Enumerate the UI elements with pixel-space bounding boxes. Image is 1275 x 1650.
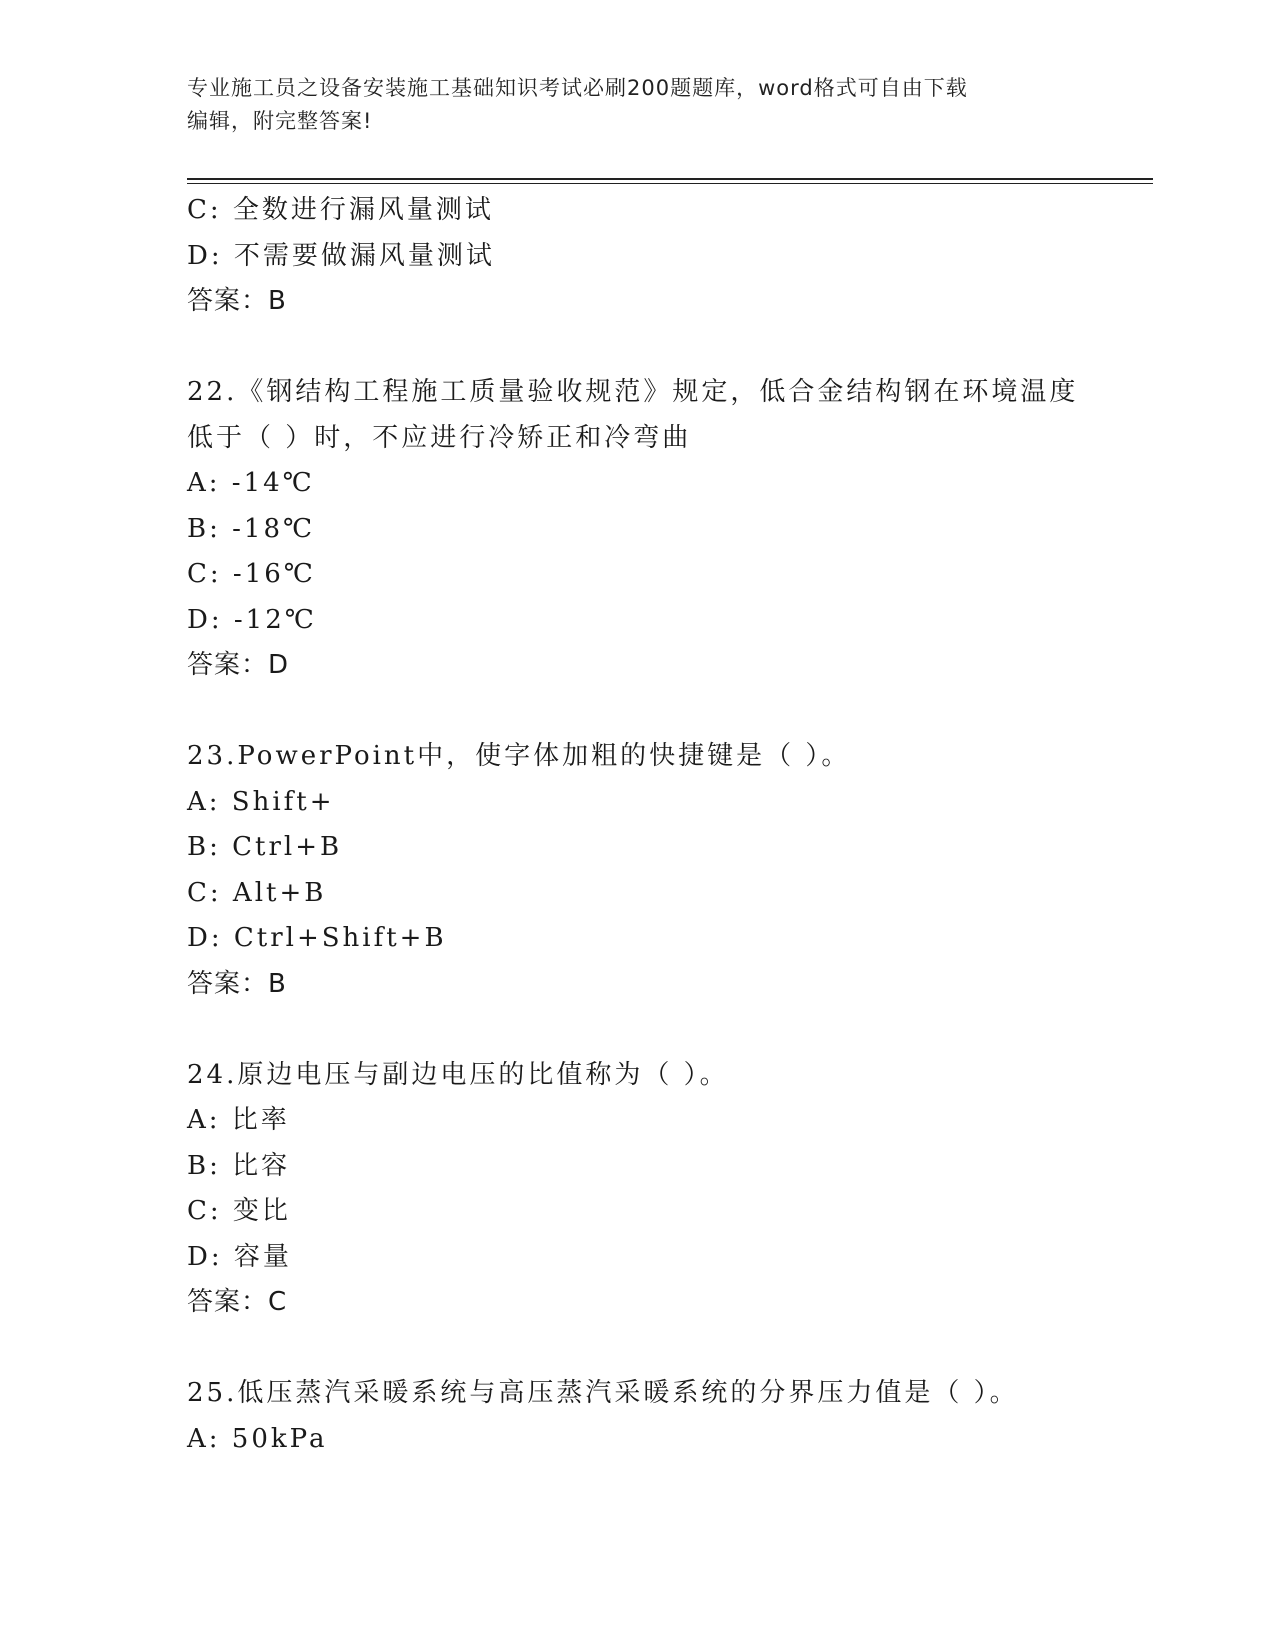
option-c: C: 变比 <box>187 1196 291 1226</box>
question-22 <box>187 370 1087 689</box>
document-header <box>187 72 1067 138</box>
question-21-continued <box>187 188 1087 325</box>
question-list <box>187 188 1087 1462</box>
question-stem: 23.PowerPoint中，使字体加粗的快捷键是（ ）。 <box>187 741 851 771</box>
option-d: D: 容量 <box>187 1241 292 1272</box>
question-stem-cont: 低于（ ）时，不应进行冷矫正和冷弯曲 <box>187 422 692 453</box>
header-line-2: 编辑，附完整答案! <box>187 109 373 133</box>
header-rule-thin <box>187 183 1153 184</box>
question-stem: 22.《钢结构工程施工质量验收规范》规定，低合金结构钢在环境温度 <box>187 377 1079 407</box>
question-25 <box>187 1371 1087 1462</box>
question-stem: 24.原边电压与副边电压的比值称为（ ）。 <box>187 1059 729 1090</box>
spacer <box>187 325 1087 371</box>
option-b: B: -18℃ <box>187 513 316 544</box>
option-d: D: -12℃ <box>187 604 317 635</box>
option-a: A: -14℃ <box>187 468 315 498</box>
answer: 答案：D <box>187 650 290 680</box>
option-b: B: 比容 <box>187 1150 291 1181</box>
question-stem: 25.低压蒸汽采暖系统与高压蒸汽采暖系统的分界压力值是（ ）。 <box>187 1378 1019 1408</box>
spacer <box>187 689 1087 735</box>
option-a: A: Shift+ <box>187 786 335 817</box>
header-line-1: 专业施工员之设备安装施工基础知识考试必刷200题题库，word格式可自由下载 <box>187 76 968 100</box>
option-c: C: 全数进行漏风量测试 <box>187 195 494 225</box>
answer: 答案：B <box>187 286 287 316</box>
option-c: C: Alt+B <box>187 877 327 908</box>
header-rule-thick <box>187 178 1153 180</box>
option-b: B: Ctrl+B <box>187 832 343 862</box>
option-d: D: Ctrl+Shift+B <box>187 923 447 953</box>
option-a: A: 比率 <box>187 1105 290 1135</box>
answer: 答案：B <box>187 968 287 999</box>
answer: 答案：C <box>187 1287 288 1317</box>
spacer <box>187 1326 1087 1372</box>
question-23 <box>187 734 1087 1007</box>
spacer <box>187 1007 1087 1053</box>
question-24 <box>187 1053 1087 1326</box>
option-d: D: 不需要做漏风量测试 <box>187 240 495 271</box>
option-a: A: 50kPa <box>187 1423 328 1454</box>
option-c: C: -16℃ <box>187 559 316 589</box>
